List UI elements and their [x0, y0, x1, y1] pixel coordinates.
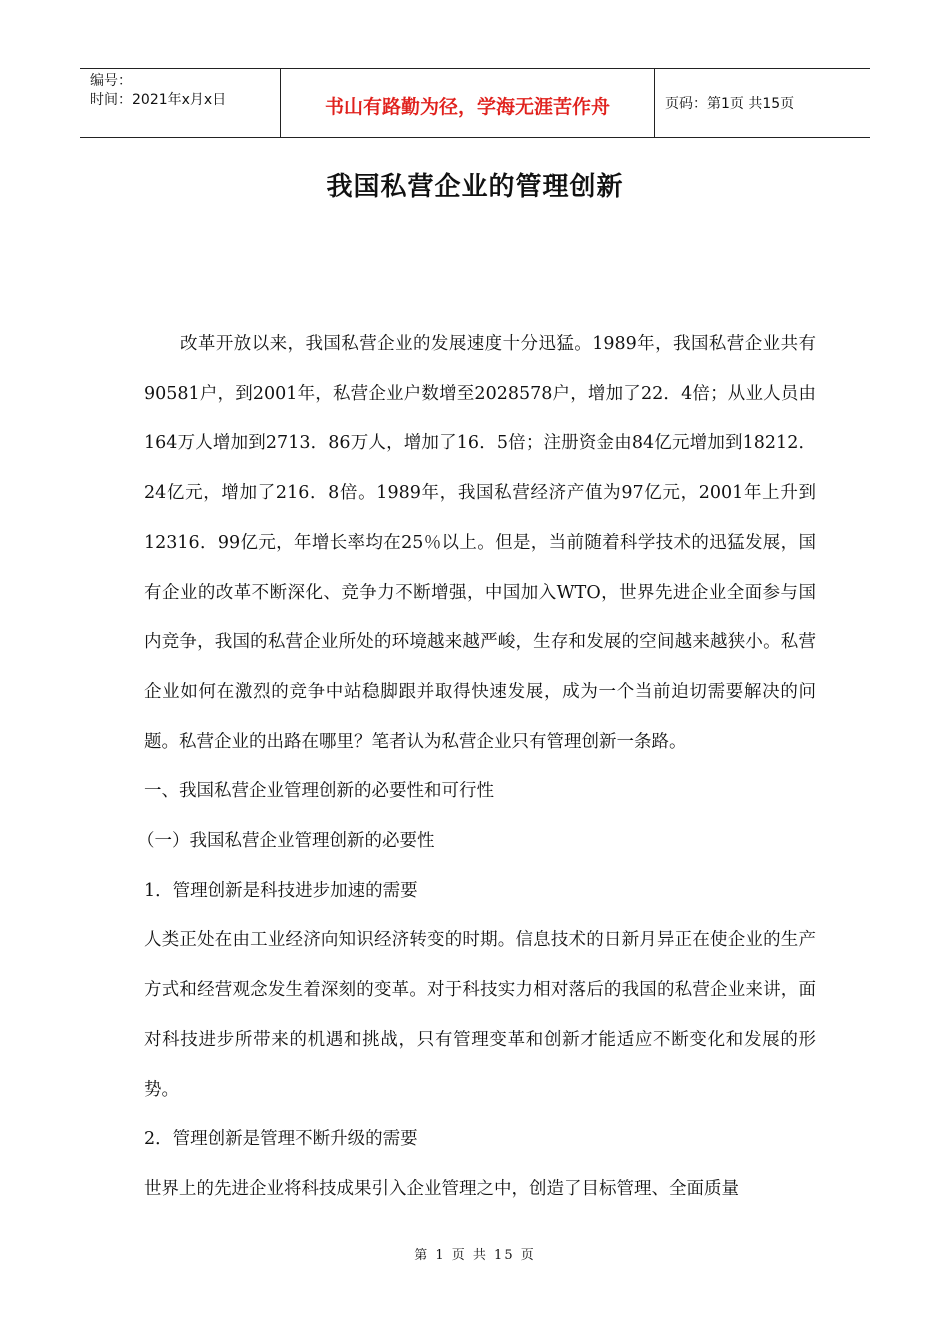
document-header — [80, 68, 870, 138]
paragraph-point-2: 世界上的先进企业将科技成果引入企业管理之中，创造了目标管理、全面质量 — [144, 1178, 739, 1199]
header-page-info: 页码：第1页 共15页 — [665, 96, 795, 112]
point-heading-2: 2．管理创新是管理不断升级的需要 — [144, 1129, 418, 1150]
subsection-heading: （一）我国私营企业管理创新的必要性 — [137, 831, 435, 852]
header-meta — [80, 69, 281, 137]
point-heading-1: 1．管理创新是科技进步加速的需要 — [144, 880, 418, 901]
page-footer: 第 1 页 共 15 页 — [414, 1248, 536, 1263]
header-motto: 书山有路勤为径，学海无涯苦作舟 — [281, 69, 655, 137]
paragraph-intro: 改革开放以来，我国私营企业的发展速度十分迅猛。1989年，我国私营企业共有90581户，到2001年，私营企业户数增至2028578户，增加了22．4倍；从业人员由164万人增加到2713．86万人，增加了16．5倍；注册资金由84亿元增加到18212．24亿元，增加了216．8倍。1989年，我国私营经济产值为97亿元，2001年上升到12316．99亿元，年增长率均在25％以上。但是，当前随着科学技术的迅猛发展，国有企业的改革不断深化、竞争力不断增强，中国加入WTO，世界先进企业全面参与国内竞争，我国的私营企业所处的环境越来越严峻，生存和发展的空间越来越狭小。私营企业如何在激烈的竞争中站稳脚跟并取得快速发展，成为一个当前迫切需要解决的问题。私营企业的出路在哪里？笔者认为私营企业只有管理创新一条路。 — [144, 334, 816, 752]
document-body — [137, 320, 816, 1215]
serial-number-label: 编号： — [90, 73, 132, 89]
paragraph-point-1: 人类正处在由工业经济向知识经济转变的时期。信息技术的日新月异正在使企业的生产方式和经营观念发生着深刻的变革。对于科技实力相对落后的我国的私营企业来讲，面对科技进步所带来的机遇和挑战，只有管理变革和创新才能适应不断变化和发展的形势。 — [144, 930, 816, 1100]
document-title: 我国私营企业的管理创新 — [326, 172, 624, 202]
time-label: 时间：2021年x月x日 — [90, 92, 227, 108]
section-heading: 一、我国私营企业管理创新的必要性和可行性 — [144, 781, 494, 802]
